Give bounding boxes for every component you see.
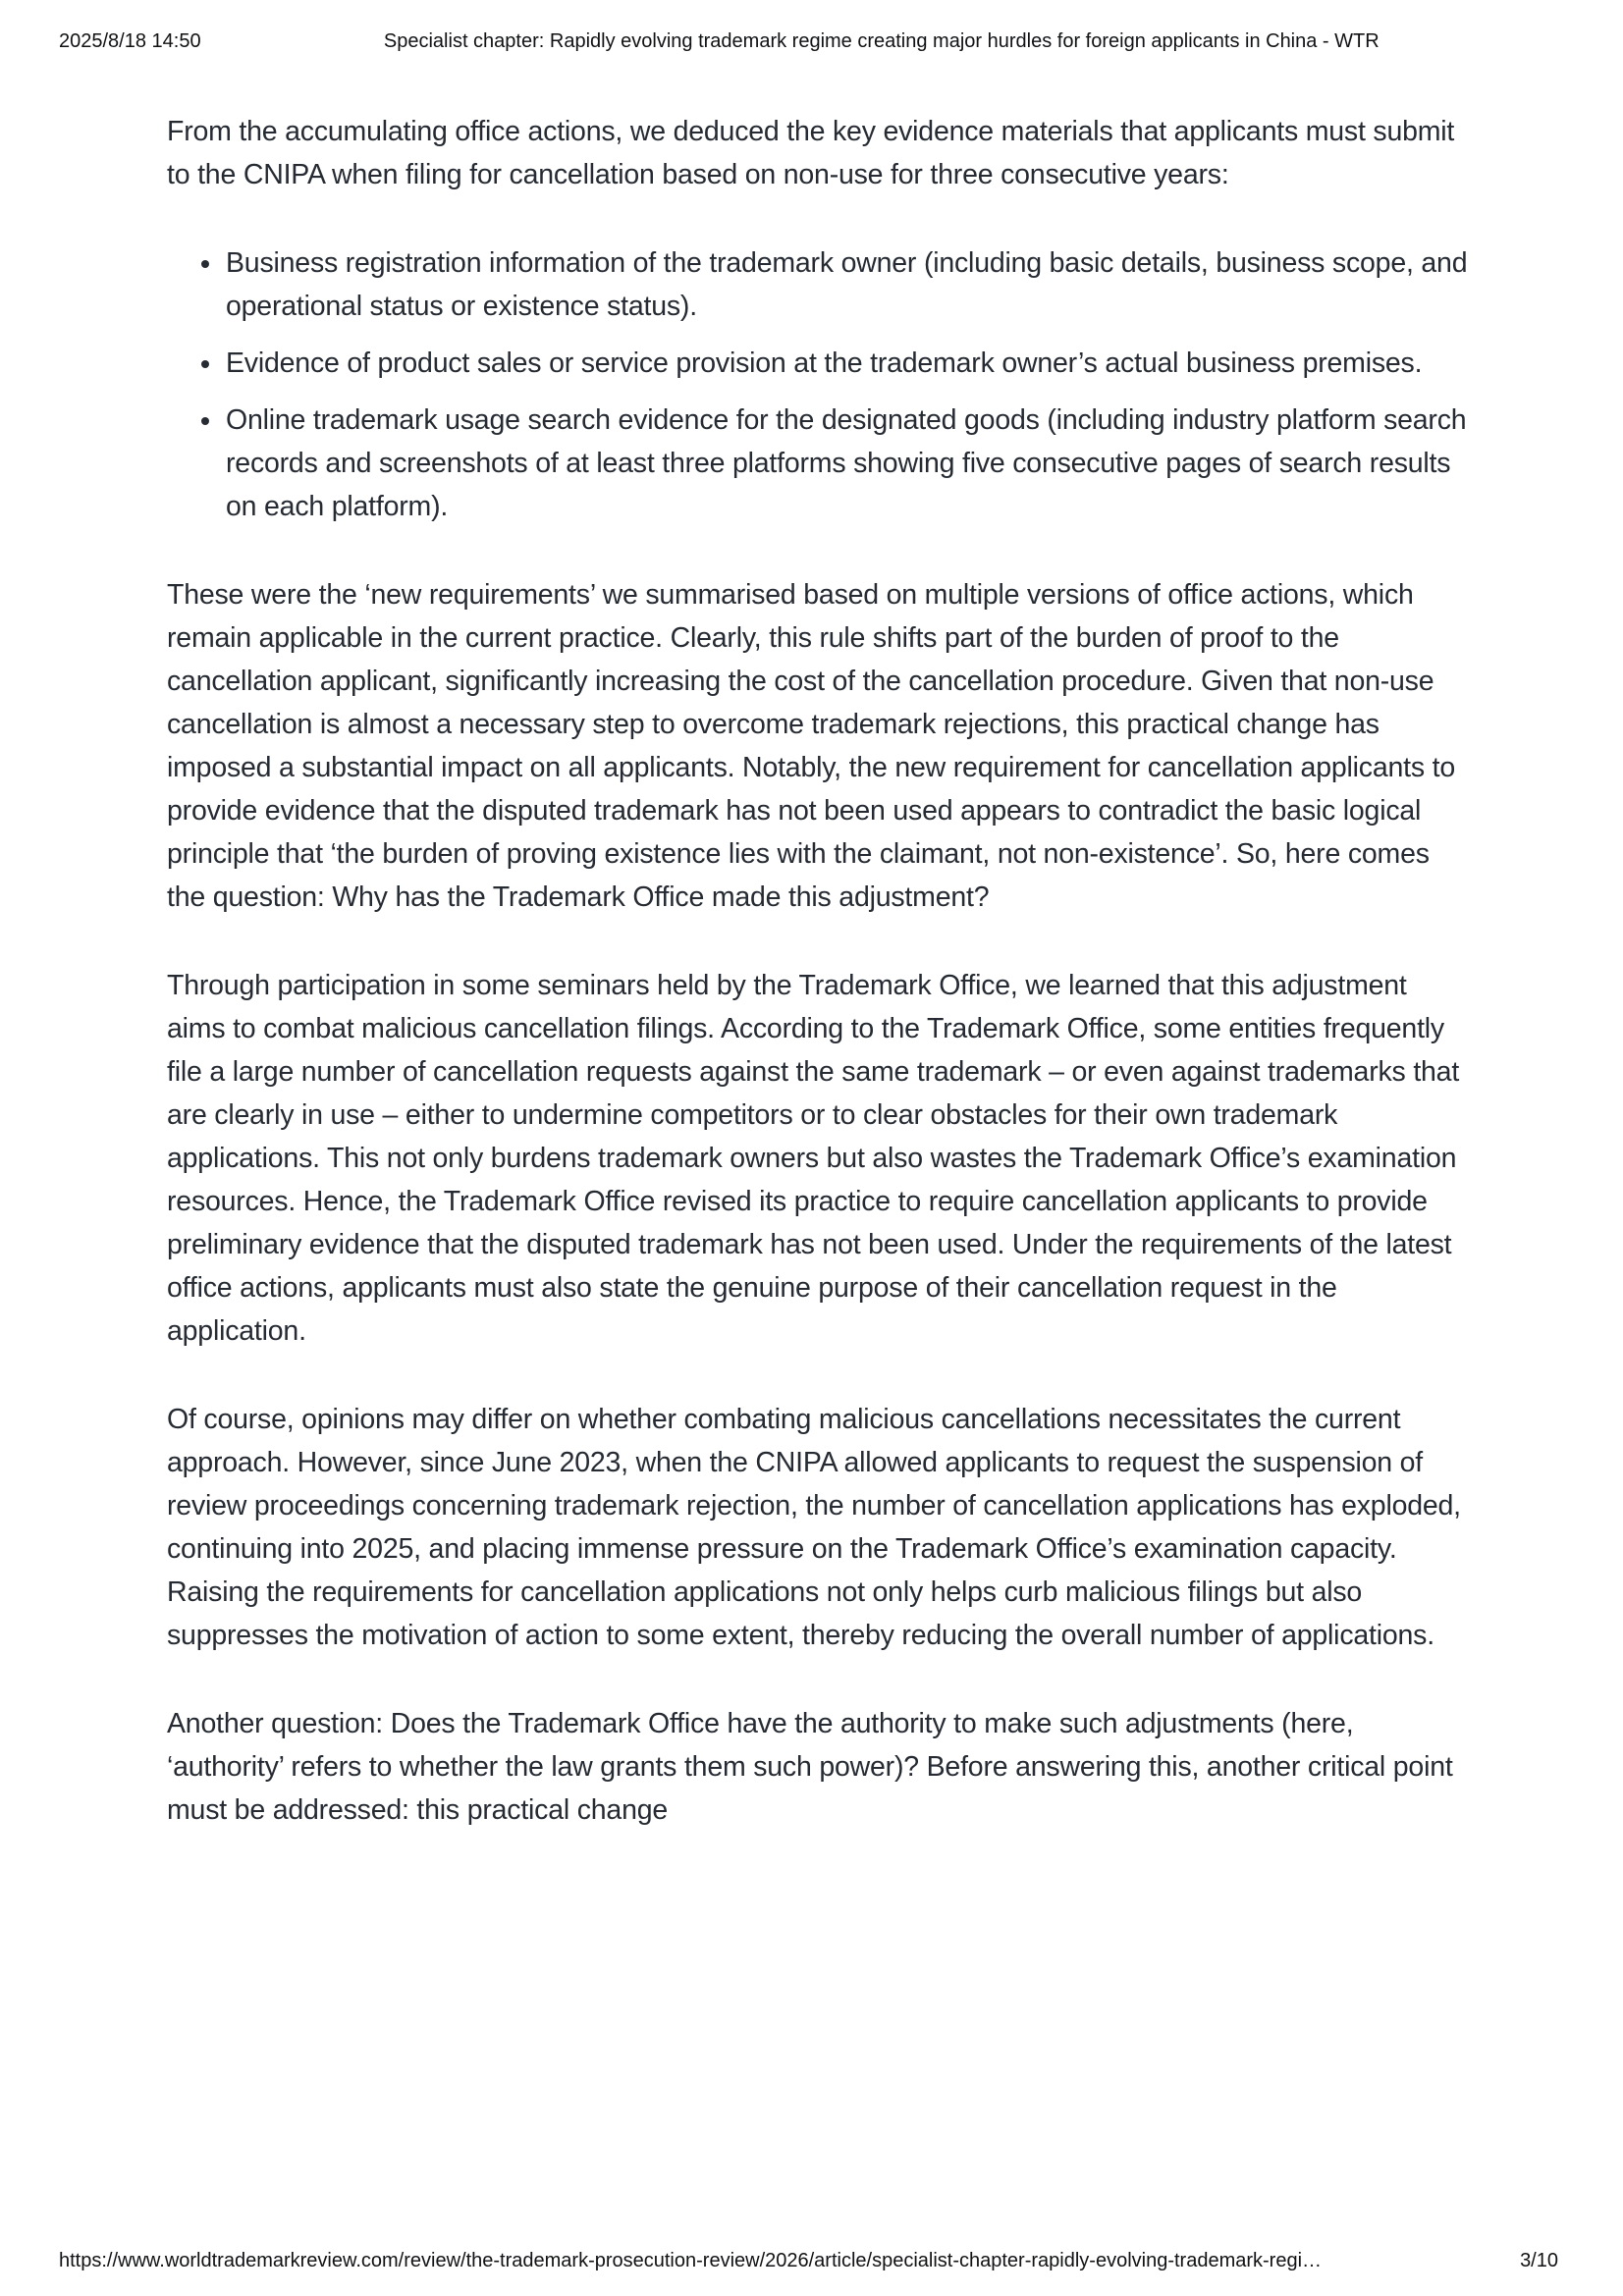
list-item: • Evidence of product sales or service provision at the trademark owner’s actual business premises. bbox=[224, 342, 1469, 385]
evidence-list bbox=[167, 241, 1469, 528]
body-paragraph: Of course, opinions may differ on whether combating malicious cancellations necessitates the current approach. However, since June 2023, when the CNIPA allowed applicants to request the suspension of review proceedings concerning trademark rejection, the number of cancellation applications has exploded, continuing into 2025, and placing immense pressure on the Trademark Office’s examination capacity. Raising the requirements for cancellation applications not only helps curb malicious filings but also suppresses the motivation of action to some extent, thereby reducing the overall number of applications. bbox=[167, 1404, 1461, 1651]
page-number: 3/10 bbox=[1520, 2250, 1558, 2271]
source-url: https://www.worldtrademarkreview.com/review/the-trademark-prosecution-review/2026/article/specialist-chapter-rapidly-evolving-trademark-regi… bbox=[59, 2250, 1323, 2271]
intro-paragraph: From the accumulating office actions, we deduced the key evidence materials that applicants must submit to the CNIPA when filing for cancellation based on non-use for three consecutive years: bbox=[167, 116, 1455, 190]
article-content bbox=[167, 110, 1469, 1877]
print-footer bbox=[59, 2249, 1558, 2272]
print-datetime: 2025/8/18 14:50 bbox=[59, 30, 201, 52]
print-header bbox=[59, 29, 1562, 53]
body-paragraph: Another question: Does the Trademark Office have the authority to make such adjustments (here, ‘authority’ refers to whether the law grants them such power)? Before answering this, another critical point must be addressed: this practical change bbox=[167, 1708, 1453, 1826]
body-paragraph: Through participation in some seminars held by the Trademark Office, we learned that this adjustment aims to combat malicious cancellation filings. According to the Trademark Office, some entities frequently file a large number of cancellation requests against the same trademark – or even against trademarks that are clearly in use – either to undermine competitors or to clear obstacles for their own trademark applications. This not only burdens trademark owners but also wastes the Trademark Office’s examination resources. Hence, the Trademark Office revised its practice to require cancellation applicants to provide preliminary evidence that the disputed trademark has not been used. Under the requirements of the latest office actions, applicants must also state the genuine purpose of their cancellation request in the application. bbox=[167, 970, 1460, 1347]
body-paragraph: These were the ‘new requirements’ we summarised based on multiple versions of office actions, which remain applicable in the current practice. Clearly, this rule shifts part of the burden of proof to the cancellation applicant, significantly increasing the cost of the cancellation procedure. Given that non-use cancellation is almost a necessary step to overcome trademark rejections, this practical change has imposed a substantial impact on all applicants. Notably, the new requirement for cancellation applicants to provide evidence that the disputed trademark has not been used appears to contradict the basic logical principle that ‘the burden of proving existence lies with the claimant, not non-existence’. So, here comes the question: Why has the Trademark Office made this adjustment? bbox=[167, 579, 1455, 913]
list-item: • Business registration information of the trademark owner (including basic details, business scope, and operational status or existence status). bbox=[224, 241, 1469, 328]
document-title: Specialist chapter: Rapidly evolving trademark regime creating major hurdles for foreign applicants in China - WTR bbox=[383, 30, 1380, 52]
list-item: • Online trademark usage search evidence for the designated goods (including industry platform search records and screenshots of at least three platforms showing five consecutive pages of search results on each platform). bbox=[224, 399, 1469, 528]
